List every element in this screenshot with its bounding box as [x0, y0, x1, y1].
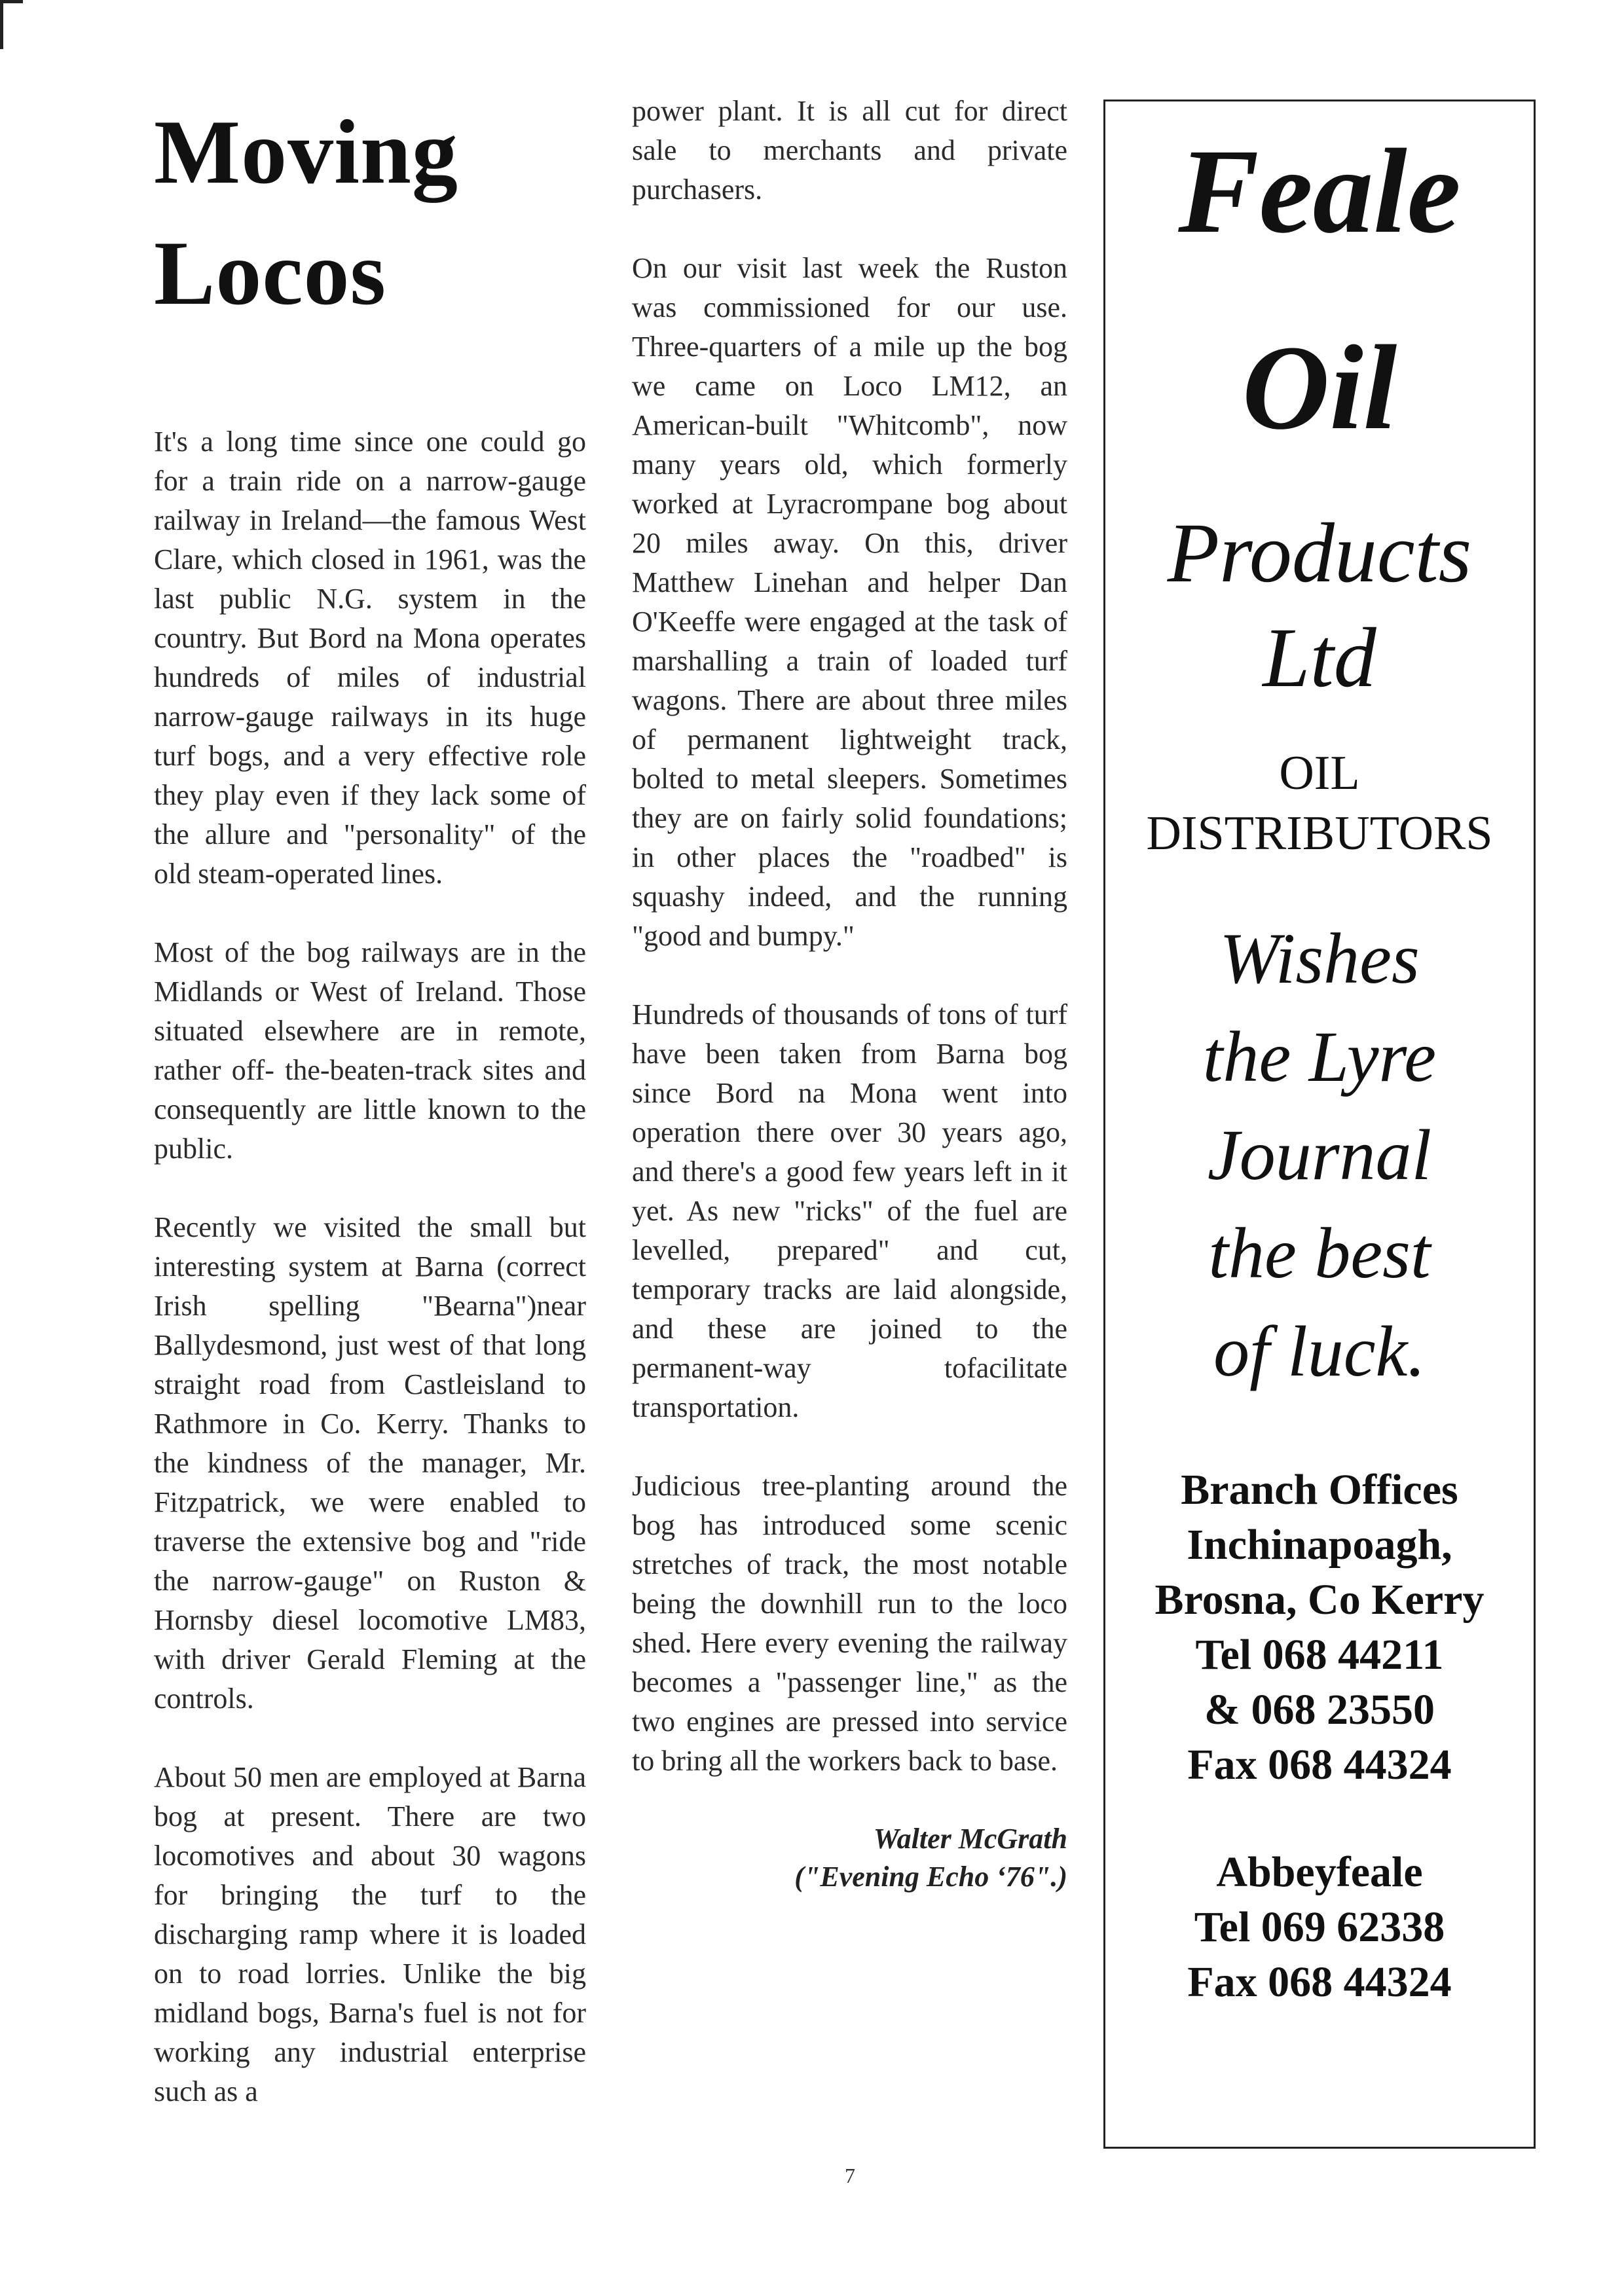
byline-source: ("Evening Echo ‘76".) — [794, 1861, 1067, 1893]
paragraph: It's a long time since one could go for a train ride on a narrow-gauge railway in Ireland—the famous West Clare, which closed in 1961, was the last public N.G. system in the country. But Bord na Mona operates hundreds of miles of industrial narrow-gauge railways in its huge turf bogs, and a very effective role they play even if they lack some of the allure and "personality" of the old steam-operated lines. — [154, 426, 586, 890]
ad-business-line-1: OIL — [1279, 746, 1360, 800]
ad-branch-line: Brosna, Co Kerry — [1154, 1576, 1485, 1624]
title-line-1: Moving — [154, 101, 458, 203]
ad-company-name-line-2: Oil — [1242, 321, 1397, 455]
article-column-1 — [154, 92, 586, 2151]
paragraph: power plant. It is all cut for direct sale to merchants and private purchasers. — [632, 95, 1067, 206]
crop-mark — [0, 0, 23, 49]
ad-branch-line: Branch Offices — [1181, 1466, 1458, 1514]
page-number: 7 — [845, 2164, 855, 2187]
ad-wishes-line: the best — [1208, 1213, 1431, 1293]
ad-branch-line: Fax 068 44324 — [1187, 1741, 1452, 1789]
paragraph: On our visit last week the Ruston was commissioned for our use. Three-quarters of a mile up the bog we came on Loco LM12, an American-built "Whitcomb", now many years old, which formerly worked at Lyracrompane bog about 20 miles away. On this, driver Matthew Linehan and helper Dan O'Keeffe were engaged at the task of marshalling a train of loaded turf wagons. There are about three miles of permanent lightweight track, bolted to metal sleepers. Sometimes they are on fairly solid foundations; in other places the "roadbed" is squashy indeed, and the running "good and bumpy." — [632, 252, 1067, 952]
ad-abbeyfeale-line: Tel 069 62338 — [1194, 1903, 1445, 1951]
ad-wishes-line: Wishes — [1219, 919, 1420, 998]
byline — [632, 1820, 1067, 1896]
ad-products-line-1: Products — [1167, 506, 1472, 600]
article-column-2 — [632, 92, 1067, 1896]
paragraph: Judicious tree-planting around the bog has introduced some scenic stretches of track, the most notable being the downhill run to the loco shed. Here every evening the railway becomes a "passenger line," as the two engines are pressed into service to bring all the workers back to base. — [632, 1470, 1067, 1777]
paragraph: About 50 men are employed at Barna bog at present. There are two locomotives and about 30 wagons for bringing the turf to the discharging ramp where it is loaded on to road lorries. Unlike the big midland bogs, Barna's fuel is not for working any industrial enterprise such as a — [154, 1761, 586, 2107]
ad-abbeyfeale-line: Abbeyfeale — [1216, 1848, 1423, 1896]
ad-company-name-line-1: Feale — [1178, 124, 1461, 259]
title-line-2: Locos — [154, 223, 386, 324]
ad-products-line-2: Ltd — [1263, 611, 1376, 705]
ad-business-line-2: DISTRIBUTORS — [1146, 807, 1493, 860]
ad-branch-line: Inchinapoagh, — [1187, 1521, 1452, 1569]
paragraph: Hundreds of thousands of tons of turf have been taken from Barna bog since Bord na Mona went into operation there over 30 years ago, and there's a good few years left in it yet. As new "ricks" of the fuel are levelled, prepared" and cut, temporary tracks are laid alongside, and these are joined to the permanent-way tofacilitate transportation. — [632, 998, 1067, 1423]
paragraph: Most of the bog railways are in the Midlands or West of Ireland. Those situated elsewhere are in remote, rather off- the-beaten-track sites and consequently are little known to the public. — [154, 936, 586, 1165]
ad-branch-line: & 068 23550 — [1204, 1686, 1435, 1734]
advertisement — [1103, 100, 1536, 2149]
ad-wishes-line: the Lyre — [1202, 1017, 1437, 1097]
ad-wishes-line: of luck. — [1213, 1311, 1426, 1391]
article-title — [154, 92, 586, 334]
byline-author: Walter McGrath — [873, 1823, 1067, 1855]
ad-wishes-line: Journal — [1207, 1115, 1432, 1195]
ad-branch-line: Tel 068 44211 — [1195, 1631, 1444, 1679]
paragraph: Recently we visited the small but interesting system at Barna (correct Irish spelling "Bearna")near Ballydesmond, just west of that long straight road from Castleisland to Rathmore in Co. Kerry. Thanks to the kindness of the manager, Mr. Fitzpatrick, we were enabled to traverse the extensive bog and "ride the narrow-gauge" on Ruston & Hornsby diesel locomotive LM83, with driver Gerald Fleming at the controls. — [154, 1211, 586, 1715]
ad-abbeyfeale-line: Fax 068 44324 — [1187, 1958, 1452, 2006]
